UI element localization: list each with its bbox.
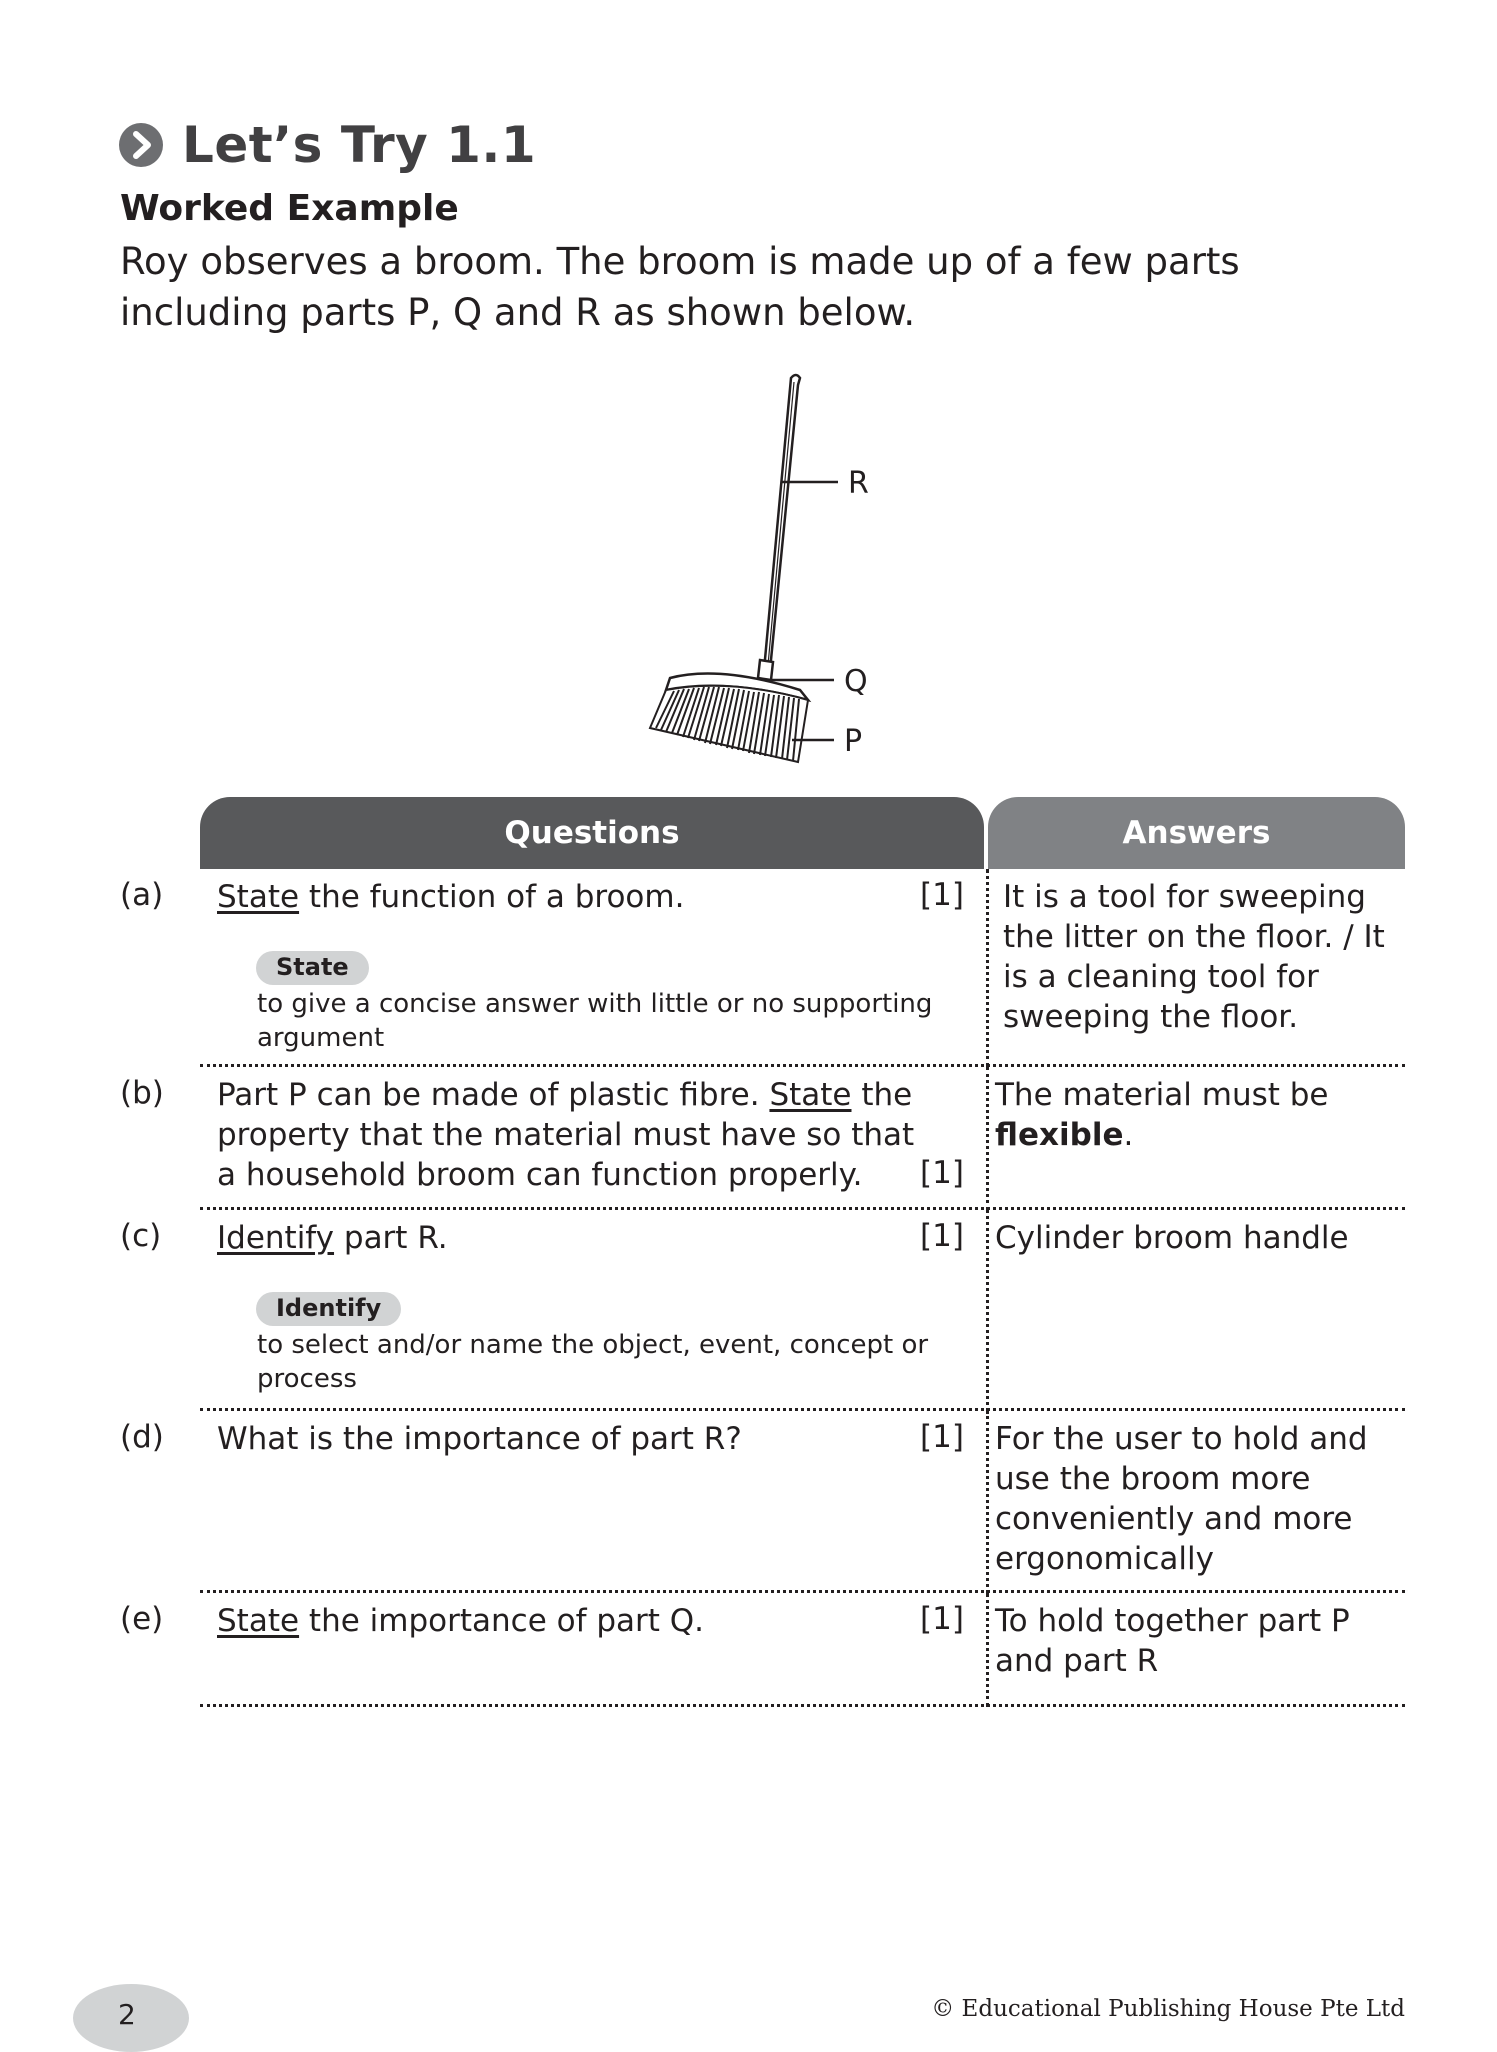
questions-header: Questions bbox=[200, 797, 984, 869]
answers-header: Answers bbox=[988, 797, 1405, 869]
command-word: Identify bbox=[217, 1220, 335, 1256]
section-heading bbox=[118, 110, 536, 180]
intro-line: including parts P, Q and R as shown below. bbox=[120, 291, 916, 334]
question-letter: (c) bbox=[120, 1218, 162, 1254]
question-row-b bbox=[112, 1067, 1405, 1210]
column-divider bbox=[986, 1593, 989, 1707]
question-body: the property that the material must have so that a household broom can function properly. bbox=[217, 1077, 915, 1193]
intro-line: Roy observes a broom. The broom is made up of a few parts bbox=[120, 240, 1240, 283]
question-text bbox=[217, 1218, 877, 1258]
command-badge: State bbox=[256, 951, 369, 985]
column-divider bbox=[986, 869, 989, 1067]
chevron-right-icon bbox=[118, 122, 164, 168]
page-number: 2 bbox=[118, 1998, 136, 2031]
question-body: part R. bbox=[334, 1220, 448, 1256]
copyright: © Educational Publishing House Pte Ltd bbox=[931, 1996, 1405, 2022]
marks: [1] bbox=[920, 877, 964, 913]
question-body: the function of a broom. bbox=[299, 879, 685, 915]
label-q: Q bbox=[844, 664, 868, 699]
answer-text: Cylinder broom handle bbox=[995, 1220, 1349, 1256]
answer-text: It is a tool for sweeping the litter on the floor. / It is a cleaning tool for sweeping the floor. bbox=[1003, 879, 1385, 1035]
question-text bbox=[217, 1075, 917, 1195]
question-body: the importance of part Q. bbox=[299, 1603, 705, 1639]
answer-body: . bbox=[1123, 1117, 1134, 1153]
answer-body: The material must be bbox=[995, 1077, 1329, 1113]
answer-text: To hold together part P and part R bbox=[995, 1603, 1350, 1679]
column-divider bbox=[986, 1067, 989, 1210]
question-letter: (a) bbox=[120, 877, 164, 913]
question-letter: (d) bbox=[120, 1419, 164, 1455]
question-body: Part P can be made of plastic fibre. bbox=[217, 1077, 770, 1113]
intro-text bbox=[120, 236, 1380, 338]
broom-bristles bbox=[650, 686, 808, 762]
answer-text bbox=[995, 1075, 1400, 1155]
question-text bbox=[217, 1601, 877, 1641]
question-text: What is the importance of part R? bbox=[217, 1421, 742, 1457]
question-row-d bbox=[112, 1411, 1405, 1593]
command-definition: to give a concise answer with little or no supporting argument bbox=[257, 989, 933, 1053]
question-row-c bbox=[112, 1210, 1405, 1411]
broom-illustration bbox=[630, 360, 900, 770]
question-letter: (b) bbox=[120, 1075, 164, 1111]
command-word: State bbox=[217, 879, 300, 915]
question-row-a bbox=[112, 869, 1405, 1067]
command-badge: Identify bbox=[256, 1292, 401, 1326]
column-divider bbox=[986, 1411, 989, 1593]
answer-text: For the user to hold and use the broom more conveniently and more ergonomically bbox=[995, 1421, 1368, 1577]
column-divider bbox=[986, 1210, 989, 1411]
marks: [1] bbox=[920, 1155, 964, 1191]
marks: [1] bbox=[920, 1419, 964, 1455]
question-letter: (e) bbox=[120, 1601, 164, 1637]
worked-example-label: Worked Example bbox=[120, 188, 459, 229]
command-definition: to select and/or name the object, event, concept or process bbox=[257, 1330, 929, 1394]
broom-handle bbox=[764, 375, 800, 670]
label-r: R bbox=[848, 466, 869, 501]
answer-keyword: flexible bbox=[995, 1117, 1124, 1153]
command-word: State bbox=[217, 1603, 300, 1639]
marks: [1] bbox=[920, 1601, 964, 1637]
marks: [1] bbox=[920, 1218, 964, 1254]
section-title: Let’s Try 1.1 bbox=[182, 116, 537, 174]
row-divider bbox=[200, 1704, 1405, 1707]
question-row-e bbox=[112, 1593, 1405, 1707]
question-text bbox=[217, 877, 877, 917]
label-p: P bbox=[844, 724, 863, 759]
command-word: State bbox=[769, 1077, 852, 1113]
